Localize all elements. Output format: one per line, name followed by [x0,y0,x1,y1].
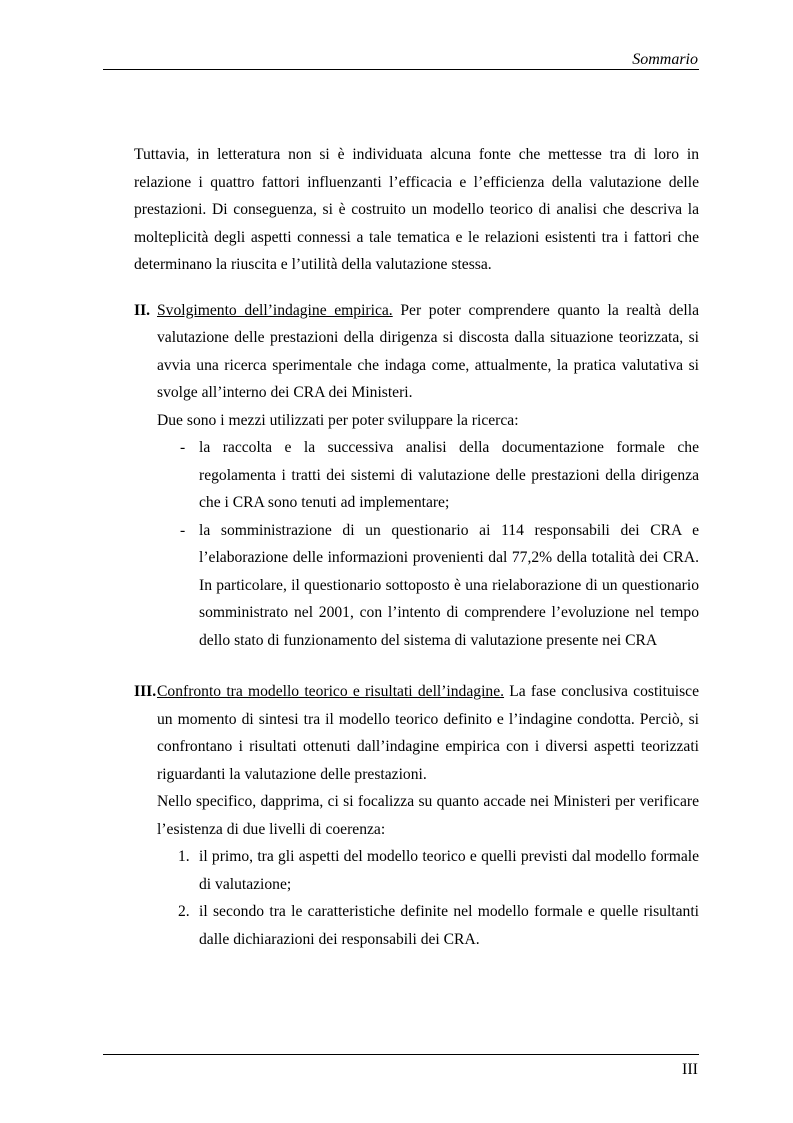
section-ii [134,297,699,655]
page-number: III [682,1061,698,1078]
section-ii-number: II. [134,301,151,319]
section-iii-paragraph [157,678,699,788]
page-body [134,141,699,953]
section-iii-list [157,843,699,953]
list-item-marker: - [180,521,186,539]
list-item [157,898,699,953]
list-item [157,434,699,517]
list-item-text: la somministrazione di un questionario ai 114 responsabili dei CRA e l’elaborazione delle informazioni provenienti dal 77,2% della totalità dei CRA. In particolare, il questionario sottoposto è una rielaborazione di un questionario somministrato nel 2001, con l’intento di comprendere l’evoluzione nel tempo dello stato di funzionamento del sistema di valutazione presente nei CRA [199,521,699,649]
footer-divider [103,1054,699,1055]
list-item-marker: 2. [178,903,190,920]
list-item [157,843,699,898]
list-item [157,517,699,655]
section-ii-title: Svolgimento dell’indagine empirica. [157,301,393,319]
running-header-title: Sommario [632,51,698,68]
section-iii [134,678,699,953]
list-item-marker: - [180,439,186,456]
section-iii-number: III. [134,683,157,700]
section-ii-paragraph [157,297,699,407]
section-ii-list-intro: Due sono i mezzi utilizzati per poter sviluppare la ricerca: [157,411,519,429]
list-item-marker: 1. [178,848,190,865]
section-iii-text: La fase conclusiva costituisce un momento di sintesi tra il modello teorico definito e l’indagine condotta. Perciò, si confrontano i risultati ottenuti dall’indagine empirica con i diversi aspetti teorizzati riguardanti la valutazione delle prestazioni. [157,683,699,783]
section-ii-text: Per poter comprendere quanto la realtà della valutazione delle prestazioni della dirigenza si discosta dalla situazione teorizzata, si avvia una ricerca sperimentale che indaga come, attualmente, la pratica valutativa si svolge all’interno dei CRA dei Ministeri. [157,301,699,401]
list-item-text: il secondo tra le caratteristiche definite nel modello formale e quelle risultanti dalle dichiarazioni dei responsabili dei CRA. [199,903,699,948]
intro-paragraph: Tuttavia, in letteratura non si è individuata alcuna fonte che mettesse tra di loro in relazione i quattro fattori influenzanti l’efficacia e l’efficienza della valutazione delle prestazioni. Di conseguenza, si è costruito un modello teorico di analisi che descriva la molteplicità degli aspetti connessi a tale tematica e le relazioni esistenti tra i fattori che determinano la riuscita e l’utilità della valutazione stessa. [134,146,699,273]
list-item-text: la raccolta e la successiva analisi della documentazione formale che regolamenta i tratti dei sistemi di valutazione delle prestazioni della dirigenza che i CRA sono tenuti ad implementare; [199,439,699,511]
header-divider [103,69,699,70]
section-iii-title: Confronto tra modello teorico e risultati dell’indagine. [157,683,505,700]
list-item-text: il primo, tra gli aspetti del modello teorico e quelli previsti dal modello formale di valutazione; [199,848,699,893]
section-ii-list [157,434,699,654]
section-iii-list-intro: Nello specifico, dapprima, ci si focalizza su quanto accade nei Ministeri per verificare l’esistenza di due livelli di coerenza: [157,793,699,838]
